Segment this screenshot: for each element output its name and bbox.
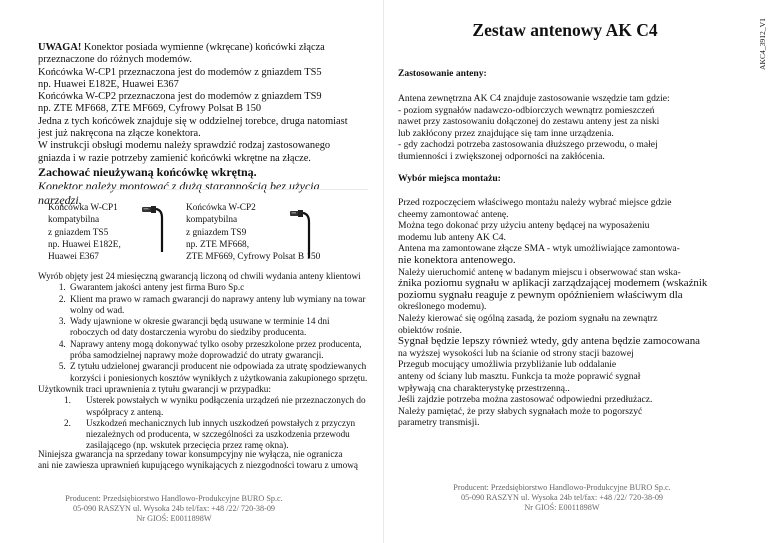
site-line: obiektów rośnie.	[398, 324, 462, 336]
page-title: Zestaw antenowy AK C4	[472, 20, 658, 40]
warning-intro	[38, 42, 358, 67]
site-line: Można tego dokonać przy użyciu anteny będącej na wyposażeniu	[398, 220, 650, 232]
warranty-terms	[38, 271, 368, 452]
connector-w-cp1-image	[140, 204, 166, 254]
warning-line: Końcówka W-CP2 przeznaczona jest do modemów z gniazdem TS9	[38, 91, 322, 103]
warning-title: UWAGA!	[38, 42, 82, 53]
consumer-rights-note	[38, 449, 368, 471]
tip-line: Huawei E367	[48, 252, 99, 263]
warranty-list	[38, 282, 368, 384]
site-line: anteny od ściany lub masztu. Funkcja ta może poprawić sygnał	[398, 370, 641, 382]
consumer-line: ani nie zawiesza uprawnień kupującego wynikających z niezgodności towaru z umową	[38, 460, 358, 471]
warranty-loss-text: Usterek powstałych w wyniku podłączenia urządzeń nie przeznaczonych do współpracy z anteną.	[86, 395, 366, 417]
mount-notice: Konektor należy montować z dużą starannością bez użycia narzędzi.	[38, 178, 320, 207]
site-heading: Wybór miejsca montażu:	[398, 173, 501, 184]
connector-tips	[38, 189, 368, 270]
warranty-loss-list	[38, 395, 368, 451]
site-line: Sygnał będzie lepszy również wtedy, gdy antena będzie zamocowana	[398, 335, 700, 348]
tip-line: Końcówka W-CP1	[48, 203, 118, 213]
warning-block	[38, 42, 358, 207]
producer-address: 05-090 RASZYN ul. Wysoka 24b tel/fax: +48 /22/ 720-38-09	[72, 504, 276, 513]
producer-name: Producent: Przedsiębiorstwo Handlowo-Produkcyjne BURO Sp.c.	[453, 483, 671, 492]
warning-line: np. Huawei E182E, Huawei E367	[38, 78, 179, 90]
site-line: Przegub mocujący umożliwia przybliżanie lub oddalanie	[398, 359, 617, 371]
site-line: Antena ma zamontowane złącze SMA - wtyk umożliwiające zamontowa-	[398, 243, 680, 255]
usage-line: - poziom sygnałów nadawczo-odbiorczych wewnątrz pomieszczeń	[398, 104, 655, 116]
producer-name: Producent: Przedsiębiorstwo Handlowo-Produkcyjne BURO Sp.c.	[65, 494, 283, 503]
tip-line: Końcówka W-CP2	[186, 203, 256, 213]
tip-line: z gniazdem TS5	[48, 227, 109, 238]
usage-text	[398, 93, 728, 163]
usage-line: lub zakłócony przez znajdujące się tam inne urządzenia.	[398, 127, 614, 139]
producer-address: 05-090 RASZYN ul. Wysoka 24b tel/fax: +48 /22/ 720-38-09	[460, 493, 664, 502]
warranty-item: 1. Gwarantem jakości anteny jest firma Buro Sp.c	[68, 282, 368, 293]
site-line: Należy pamiętać, że przy słabych sygnałach może to pogorszyć	[398, 405, 643, 417]
site-line: Jeśli zajdzie potrzeba można zastosować odpowiedni przedłużacz.	[398, 394, 653, 406]
version-tag	[748, 8, 767, 78]
usage-line: - gdy zachodzi potrzeba zastosowania dłuższego przewodu, o małej	[398, 139, 658, 151]
producer-info-right	[432, 483, 692, 513]
usage-line: nawet przy zastosowaniu dołączonej do zestawu anteny jest za niski	[398, 116, 660, 128]
warranty-item: 4. Naprawy anteny mogą dokonywać tylko osoby przeszkolone przez producenta, próba samodzielnej naprawy może doprowadzić do utraty gwarancji.	[68, 339, 368, 362]
site-line: modemu lub anteny AK C4.	[398, 231, 506, 243]
site-line: określonego modemu).	[398, 301, 487, 313]
usage-line: tłumienności i zwiększonej odporności na zakłócenia.	[398, 150, 605, 162]
site-line: cheemy zamontować antenę.	[398, 208, 509, 220]
tip-line: ZTE MF669, Cyfrowy Polsat B 150	[186, 252, 321, 263]
connector-w-cp2-image	[288, 208, 314, 260]
keep-tip-notice: Zachować nieużywaną końcówkę wkrętną.	[38, 164, 257, 179]
warranty-loss-text: Uszkodzeń mechanicznych lub innych uszkodzeń powstałych z przyczyn niezależnych od producenta, w szczególności za uszkodzenia przewodu zasilającego (np. wskutek przecięcia przez ramę okna).	[86, 417, 356, 451]
producer-info-left	[44, 494, 304, 524]
warranty-loss-item: 1. Usterek powstałych w wyniku podłączenia urządzeń nie przeznaczonych do współpracy z anteną.	[64, 395, 366, 417]
producer-gios: Nr GIOŚ: E0011898W	[524, 503, 600, 512]
tip-line: kompatybilna	[186, 215, 238, 226]
warranty-item: 3. Wady ujawnione w okresie gwarancji będą usuwane w terminie 14 dni roboczych od daty dostarczenia wyrobu do siedziby producenta.	[68, 316, 368, 339]
site-line: na wyższej wysokości lub na ścianie od strony stacji bazowej	[398, 347, 634, 359]
tip-line: np. ZTE MF668,	[186, 239, 250, 250]
warranty-intro: Wyrób objęty jest 24 miesięczną gwarancją liczoną od chwili wydania anteny klientowi	[38, 271, 361, 281]
warranty-item: 2. Klient ma prawo w ramach gwarancji do naprawy anteny lub wymiany na towar wolny od wad.	[68, 294, 368, 317]
tip-line: z gniazdem TS9	[186, 227, 247, 238]
version-tag-text: AKC4_3912_V1	[758, 18, 767, 70]
tip-line: kompatybilna	[48, 215, 100, 226]
site-line: źnika poziomu sygnału w aplikacji zarządzającej modemem (wskaźnik	[398, 277, 708, 290]
usage-heading: Zastosowanie anteny:	[398, 68, 487, 79]
site-line: nie konektora antenowego.	[398, 253, 516, 266]
tip-w-cp1	[48, 202, 143, 263]
site-line: Należy uieruchomić antenę w badanym miejscu i obserwować stan wska-	[398, 266, 681, 278]
warning-line: W instrukcji obsługi modemu należy sprawdzić rodzaj zastosowanego gniazda i w razie potrzeby zamienić końcówki wkrętne na złącze.	[38, 140, 331, 164]
warranty-item: 5. Z tytułu udzielonej gwarancji producent nie odpowiada za utratę spodziewanych korzyści i poniesionych kosztów wynikłych z użytkowania zakupionego sprzętu.	[68, 361, 368, 384]
tip-line: np. Huawei E182E,	[48, 239, 121, 250]
warranty-loss-item: 2. Uszkodzeń mechanicznych lub innych uszkodzeń powstałych z przyczyn niezależnych od producenta, w szczególności za uszkodzenia przewodu zasilającego (np. wskutek przecięcia przez ramę okna).	[64, 417, 356, 451]
site-line: parametry transmisji.	[398, 417, 480, 429]
producer-gios: Nr GIOŚ: E0011898W	[136, 514, 212, 523]
warning-line: np. ZTE MF668, ZTE MF669, Cyfrowy Polsat B 150	[38, 103, 262, 115]
site-line: Przed rozpoczęciem właściwego montażu należy wybrać miejsce gdzie	[398, 197, 672, 208]
site-line: wpływają cna charakterystykę przestrzenną..	[398, 382, 570, 394]
tip-w-cp2	[186, 202, 356, 263]
usage-line: Antena zewnętrzna AK C4 znajduje zastosowanie wszędzie tam gdzie:	[398, 93, 670, 104]
warning-line: Jedna z tych końcówek znajduje się w oddzielnej torebce, druga natomiast jest już nakręcona na złącze konektora.	[38, 115, 348, 140]
site-text	[398, 197, 728, 429]
warranty-loss-intro: Użytkownik traci uprawnienia z tytułu gwarancji w przypadku:	[38, 383, 271, 394]
consumer-line: Niniejsza gwarancja na sprzedany towar konsumpcyjny nie wyłącza, nie ogranicza	[38, 449, 343, 459]
site-line: poziomu sygnału reaguje z pewnym opóźnieniem właściwym dla	[398, 288, 683, 301]
warning-line: Końcówka W-CP1 przeznaczona jest do modemów z gniazdem TS5	[38, 66, 322, 78]
site-line: Należy kierować się ogólną zasadą, że poziom sygnału na zewnątrz	[398, 312, 658, 324]
warning-intro-text: Konektor posiada wymienne (wkręcane) końcówki złącza przeznaczone do różnych modemów.	[38, 42, 325, 66]
